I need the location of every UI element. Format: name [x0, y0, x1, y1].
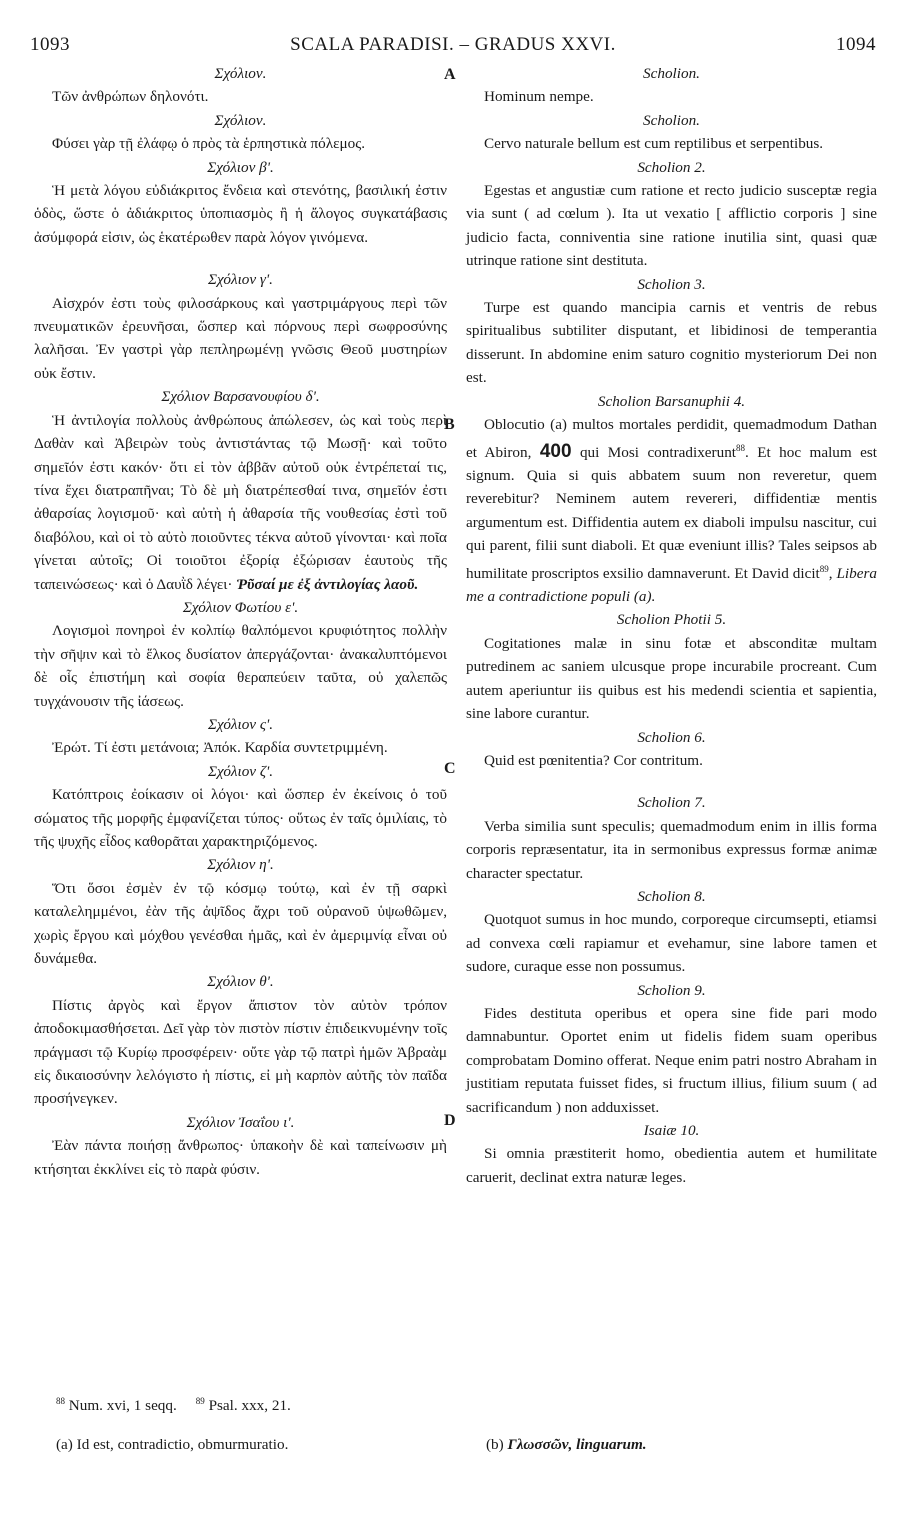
right-page-number: 1094 [836, 34, 876, 55]
scholion-text: Φύσει γὰρ τῇ ἐλάφῳ ὁ πρὸς τὰ ἑρπηστικὰ πόλεμος. [52, 135, 366, 153]
scholion-body: Ἡ ἀντιλογία πολλοὺς ἀνθρώπους ἀπώλεσεν, ὡς καὶ τοὺς περὶ Δαθὰν καὶ Ἀβειρὼν τοὺς ἀντιστάντας τῷ Μωσῇ· καὶ τοῦτο σημεῖόν ἐστι κακόν· ὅτι εἰ τὸν ἀββᾶν αὐτοῦ οὐκ ἐντρέπεταί τις, τίνα ἔχει διατραπῆναι; Τὸ δὲ μὴ διατρέπεσθαί τινα, σημεῖόν ἐστι ἀθαρσίας λογισμοῦ· καὶ αὐτὴ ἡ ἀθαρσία τῆς νουθεσίας ἐστὶ τοῦ διαβόλου, καὶ οἱ τὸ αὐτὸ ποιοῦντες τέκνα αὐτοῦ γίνονται· καὶ ποῖα γίνεται αὐτοῖς; Οἱ τοιοῦτοι ἐξορίᾳ ἐξώρισαν ἑαυτοὺς τῆς ταπεινώσεως· καὶ ὁ Δαυῒδ λέγει· [34, 411, 447, 593]
scholion-heading: Σχόλιον ζ'. [207, 762, 274, 780]
scholion-heading: Σχόλιον θ'. [207, 973, 274, 991]
scholion-text: Cervo naturale bellum est cum reptilibus et serpentibus. [484, 135, 824, 153]
scholion-heading: Σχόλιον. [214, 111, 267, 129]
footnote-mark: 89 [195, 1396, 205, 1406]
note-b-text: Γλωσσῶν, linguarum. [507, 1436, 647, 1453]
scholion-heading: Σχόλιον Ἰσαΐου ι'. [186, 1113, 295, 1131]
greek-column [34, 62, 447, 1181]
left-page-number: 1093 [30, 34, 70, 55]
footnote-text: Num. xvi, 1 seqq. [68, 1397, 177, 1415]
running-header [30, 34, 876, 58]
scripture-quote: Ῥῦσαί με ἐξ ἀντιλογίας λαοῦ. [236, 575, 419, 593]
scholion-heading: Scholion. [643, 111, 700, 129]
scholion-text: Hominum nempe. [484, 88, 594, 106]
running-title: SCALA PARADISI. – GRADUS XXVI. [290, 34, 616, 55]
scholion-text [34, 409, 447, 596]
scholion-body: . Et hoc malum est signum. Quia si quis abbatem suum non reveretur, quem reverebitur? Neminem autem revereri, diffidentiæ mentis argumentum est. Diffidentia autem ex diaboli impulsu nascitur, cui qui parent, filii sunt diaboli. Et quæ eveniunt illis? Tales seipsos ab humilitate proscriptos exsilio damnaverunt. Et David dicit [466, 443, 878, 582]
note-b-mark: (b) [486, 1436, 504, 1453]
scholion-heading: Σχόλιον Φωτίου ε'. [182, 598, 299, 616]
scholion-heading: Isaiæ 10. [643, 1122, 700, 1139]
margin-letter-a: A [444, 66, 456, 83]
note-b [486, 1436, 647, 1454]
scholion-text: Κατόπτροις ἐοίκασιν οἱ λόγοι· καὶ ὥσπερ ἐν ἐκείνοις ὁ τοῦ σώματος τῆς μορφῆς ἐμφανίζεται τύπος· οὕτως ἐν ταῖς ὁμιλίαις, τὸ τῆς ψυχῆς εἶδος καθορᾶται χαρακτηριζόμενος. [34, 786, 447, 850]
footnote-ref: 88 [736, 442, 746, 453]
scholion-heading: Σχόλιον η'. [207, 856, 274, 874]
scholion-heading: Σχόλιον Βαρσανουφίου δ'. [161, 388, 320, 406]
scholion-heading: Scholion 6. [637, 728, 706, 746]
footnotes [56, 1396, 291, 1415]
scholion-body: qui Mosi contradixerunt [579, 443, 737, 461]
scholion-heading: Scholion Photii 5. [616, 611, 727, 629]
scholion-text: Αἰσχρόν ἐστι τοὺς φιλοσάρκους καὶ γαστριμάργους περὶ τῶν πνευματικῶν ἐρευνῆσαι, ὥσπερ καὶ πόρνους περὶ σωφροσύνης λαλῆσαι. Ἐν γαστρὶ γὰρ πεπληρωμένῃ γνῶσις Θεοῦ μυστηρίων οὐκ ἔστιν. [34, 294, 447, 382]
scholion-text: Si omnia præstiterit homo, obedientia autem et humilitate caruerit, declinat extra naturæ leges. [466, 1145, 877, 1186]
scholion-text: Verba similia sunt speculis; quemadmodum enim in illis forma corporis repræsentatur, ita in sermonibus expressus formæ animæ character spectatur. [466, 817, 877, 882]
margin-letter-d: D [444, 1112, 456, 1129]
footnote-mark: 88 [56, 1396, 65, 1406]
scripture-quote: Libera me a contradictione populi (a). [466, 564, 877, 606]
margin-letter-b: B [444, 416, 455, 433]
scholion-text: Fides destituta operibus et opera sine fide pari modo damnabuntur. Oportet enim ut fidelis fidem suam operibus comprobatam Domino offerat. Neque enim patri nostro Abraham in justitiam reputata fuisset fides, si fructum illius, filium suum ( ad sacrificandum ) non adduxisset. [466, 1004, 877, 1116]
footnote-text: Psal. xxx, 21. [208, 1397, 291, 1415]
scholion-heading: Σχόλιον γ'. [208, 271, 273, 289]
scholion-heading: Scholion 3. [637, 275, 706, 293]
scholion-heading: Scholion Barsanuphii 4. [597, 392, 746, 410]
footnote-ref: 89 [819, 563, 829, 574]
scholion-heading: Σχόλιον. [214, 65, 267, 82]
scholion-text: Ἐρώτ. Τί ἐστι μετάνοια; Ἀπόκ. Καρδία συντετριμμένη. [52, 739, 388, 757]
scholion-text: Ἐὰν πάντα ποιήσῃ ἄνθρωπος· ὑπακοὴν δὲ καὶ ταπείνωσιν μὴ κτήσηται ἐκκλίνει εἰς τὸ παρὰ φύσιν. [34, 1137, 447, 1178]
note-a: (a) Id est, contradictio, obmurmuratio. [56, 1436, 289, 1453]
scholion-text: Ἡ μετὰ λόγου εὐδιάκριτος ἔνδεια καὶ στενότης, βασιλική ἐστιν ὁδὸς, ὥστε ὁ ἀδιάκριτος ὑποπιασμὸς ἢ ἡ ἄλογος συγκατάβασις ἀσύμφορά εἰσιν, ὡς ἑκατέρωθεν παρὰ λόγον γινόμενα. [34, 182, 447, 246]
scholion-text: Quotquot sumus in hoc mundo, corporeque circumsepti, etiamsi ad convexa cœli rapiamur et evehamur, sine labore tamen et sudore, curaque esse non possumus. [466, 911, 877, 976]
scholion-text: Oblocutio (a) multos mortales perdidit, quemadmodum Dathan et Abiron, 400 qui Mosi contradixerunt$^{88}$. Et hoc malum est signum. Quia si quis abbatem suum non reveretur, quem reverebitur? Neminem autem revereri, diffidentiæ mentis argumentum est. Diffidentia autem ex diaboli impulsu nascitur, cui qui parent, filii sunt diaboli. Et quæ eveniunt illis? Tales seipsos ab humilitate proscriptos exsilio damnaverunt. Et David dicit$^{89}$, Libera me a contradictione populi (a). [466, 416, 878, 606]
scholion-heading: Scholion 8. [637, 887, 706, 905]
scholion-text: Turpe est quando mancipia carnis et ventris de rebus spiritualibus subtiliter disputant, et libidinosi de temperantia disserunt. In abdomine enim saturo cognitio mysteriorum Dei non est. [466, 299, 877, 387]
scholion-heading: Σχόλιον ς'. [207, 715, 274, 733]
scholion-heading: Scholion 7. [637, 794, 706, 812]
scholion-text: Τῶν ἀνθρώπων δηλονότι. [52, 88, 209, 106]
scholion-text: Cogitationes malæ in sinu fotæ et absconditæ multam putredinem ac saniem ulcusque prope incurabile procreant. Cum autem aperiuntur iis quibus est his medendi scientia et sapientia, sine labore curantur. [466, 634, 877, 723]
scholion-heading: Scholion 2. [637, 158, 706, 176]
scholion-text: Quid est pœnitentia? Cor contritum. [484, 751, 703, 769]
latin-column [466, 62, 877, 1189]
scholion-text: Λογισμοὶ πονηροὶ ἐν κολπίῳ θαλπόμενοι κρυφιότητος πολλὴν τὴν σῆψιν καὶ τὸ ἕλκος δυσίατον ἀπεργάζονται· ἀνακαλυπτόμενοι δὲ οἷς ἐπιστήμη καὶ σοφία θεραπεύειν ταῦτα, οὐ χαλεπῶς τυγχάνουσιν τῆς ἰάσεως. [34, 622, 447, 710]
scholion-text: Πίστις ἀργὸς καὶ ἔργον ἄπιστον τὸν αὐτὸν τρόπον ἀποδοκιμασθήσεται. Δεῖ γὰρ τὸν πιστὸν πίστιν ἐπιδεικνυμένην τοῖς πράγμασι τῷ Κυρίῳ προσφέρειν· οὔτε γὰρ τῷ πατρὶ ἡμῶν Ἀβραὰμ εἰς δικαιοσύνην λελόγιστο ἡ πίστις, εἰ μὴ καρπὸν αὐτῆς τὸν παῖδα προσήνεγκεν. [34, 996, 447, 1108]
scholion-heading: Σχόλιον β'. [207, 158, 274, 176]
scholion-text: Egestas et angustiæ cum ratione et recto judicio susceptæ regia via sunt ( ad cœlum ). Ita ut vexatio [ afflictio corporis ] sine judicio facta, conniventia sine ratione inutilia sint, quasi quæ utrinque ratione sint destituta. [466, 182, 877, 270]
scholion-heading: Scholion 9. [637, 981, 706, 999]
margin-letter-c: C [444, 760, 456, 777]
scholion-text: Ὅτι ὅσοι ἐσμὲν ἐν τῷ κόσμῳ τούτῳ, καὶ ἐν τῇ σαρκὶ καταλελημμένοι, ἐὰν τῆς ἀψῖδος ἄχρι τοῦ οὐρανοῦ ὑψωθῶμεν, χωρὶς ἔργου καὶ μόχθου γενέσθαι ἡμᾶς, καὶ ἐν ἀμεριμνίᾳ εἶναι οὐ δυνάμεθα. [34, 879, 447, 968]
column-number: 400 [539, 440, 572, 462]
scholion-heading: Scholion. [643, 65, 700, 82]
scholion-body: Oblocutio (a) multos mortales perdidit, quemadmodum Dathan et Abiron, [466, 416, 877, 461]
